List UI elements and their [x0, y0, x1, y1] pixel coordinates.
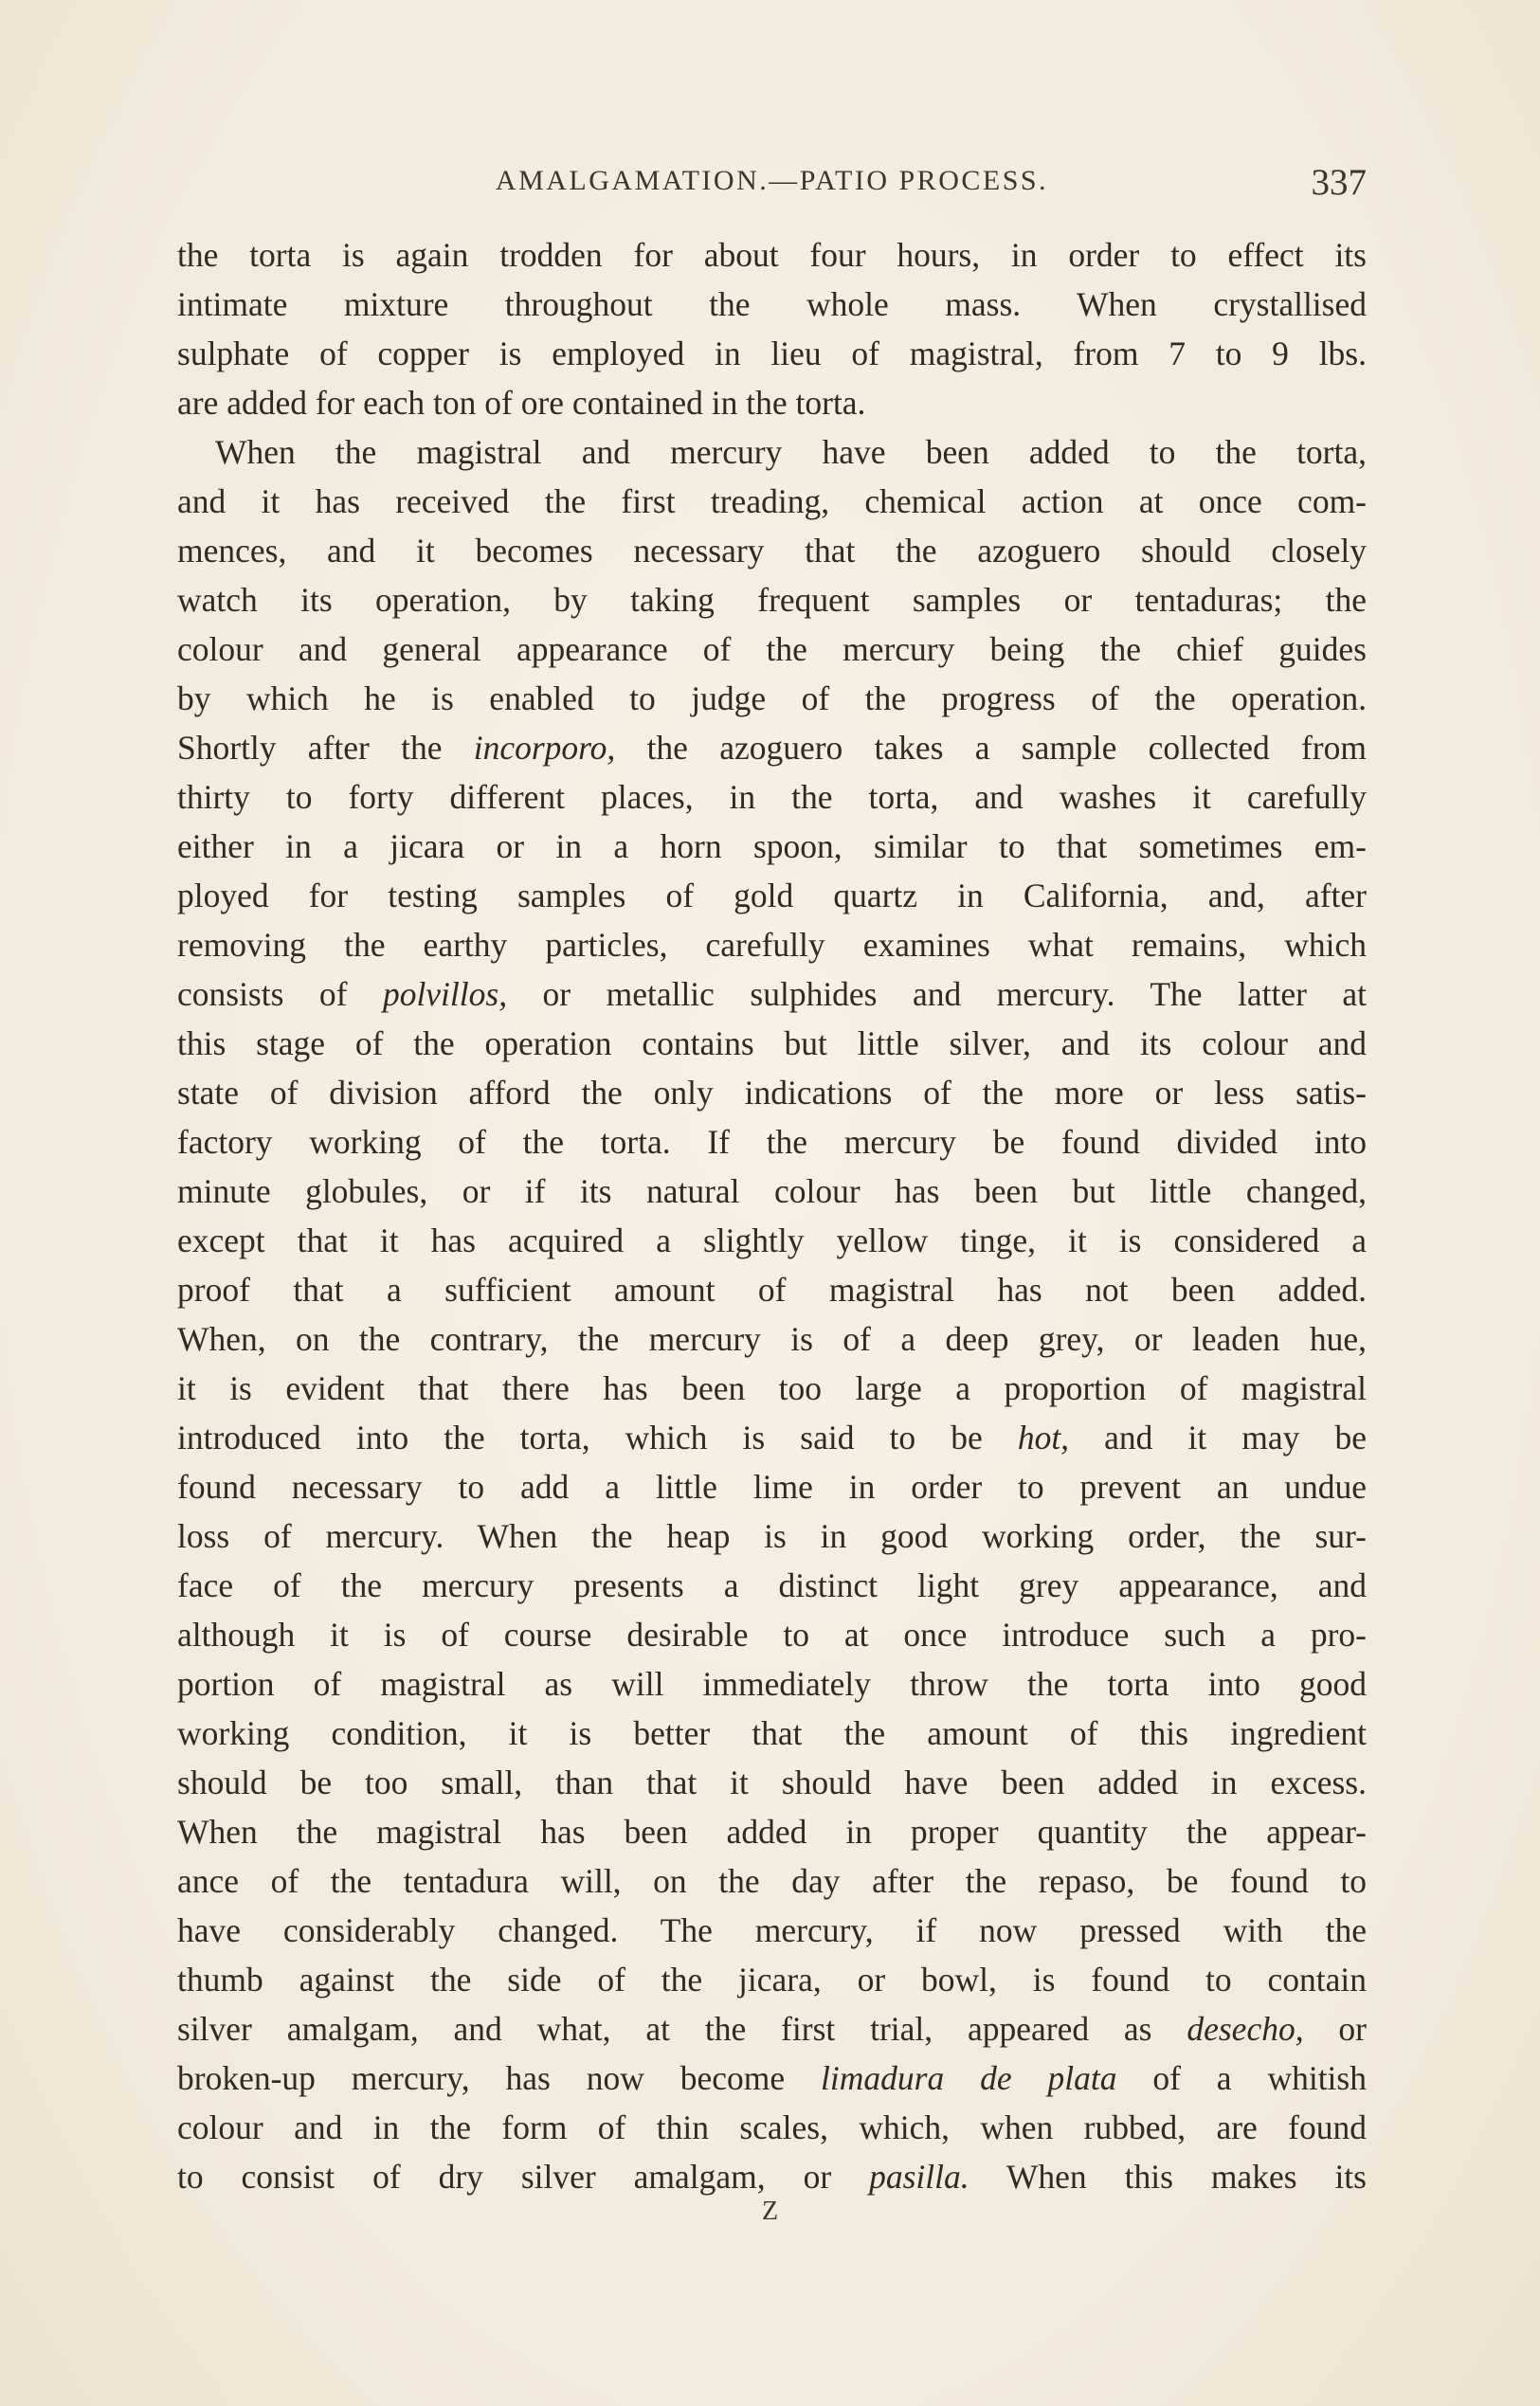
- text-line: should be too small, than that it should have been added in excess.: [177, 1764, 1367, 1801]
- text-line: factory working of the torta. If the mercury be found divided into: [177, 1123, 1367, 1161]
- text-line: mences, and it becomes necessary that the azoguero should closely: [177, 532, 1367, 570]
- text-line: face of the mercury presents a distinct light grey appearance, and: [177, 1566, 1367, 1604]
- signature-mark: Z: [761, 2197, 779, 2226]
- body-text: [177, 230, 1367, 2201]
- running-title: AMALGAMATION.—PATIO PROCESS.: [495, 165, 1049, 196]
- text-segment: and it may be: [1069, 1419, 1367, 1456]
- text-segment: the azoguero takes a sample collected from: [615, 729, 1367, 767]
- text-line: this stage of the operation contains but little silver, and its colour and: [177, 1024, 1367, 1062]
- text-segment: Shortly after the: [177, 729, 474, 767]
- text-line: [177, 723, 1367, 772]
- text-line: found necessary to add a little lime in order to prevent an undue: [177, 1468, 1367, 1506]
- text-line: [177, 2004, 1367, 2053]
- text-line: state of division afford the only indications of the more or less satis-: [177, 1074, 1367, 1112]
- text-line: and it has received the first treading, chemical action at once com-: [177, 482, 1367, 520]
- text-segment: silver amalgam, and what, at the first trial, appeared as: [177, 2010, 1187, 2048]
- text-line: removing the earthy particles, carefully examines what remains, which: [177, 926, 1367, 964]
- text-segment: introduced into the torta, which is said to be: [177, 1419, 1018, 1456]
- text-segment: When this makes its: [969, 2158, 1367, 2196]
- text-segment: of a whitish: [1116, 2059, 1367, 2097]
- text-line: thirty to forty different places, in the torta, and washes it carefully: [177, 778, 1367, 816]
- text-line: intimate mixture throughout the whole mass. When crystallised: [177, 285, 1367, 323]
- italic-term: polvillos,: [382, 975, 508, 1013]
- text-line: colour and in the form of thin scales, which, when rubbed, are found: [177, 2108, 1367, 2146]
- text-line: When the magistral has been added in proper quantity the appear-: [177, 1813, 1367, 1851]
- text-line: thumb against the side of the jicara, or bowl, is found to contain: [177, 1961, 1367, 1999]
- text-segment: or: [1303, 2010, 1367, 2048]
- text-line: ployed for testing samples of gold quartz in California, and, after: [177, 877, 1367, 914]
- running-head: [177, 161, 1367, 205]
- italic-term: hot,: [1017, 1419, 1070, 1456]
- text-line: [177, 969, 1367, 1019]
- text-line: except that it has acquired a slightly yellow tinge, it is considered a: [177, 1221, 1367, 1259]
- text-line: minute globules, or if its natural colour has been but little changed,: [177, 1172, 1367, 1210]
- text-line: by which he is enabled to judge of the progress of the operation.: [177, 679, 1367, 717]
- text-line: the torta is again trodden for about four hours, in order to effect its: [177, 236, 1367, 274]
- italic-term: pasilla.: [869, 2158, 969, 2196]
- paragraph-start-line: When the magistral and mercury have been added to the torta,: [215, 433, 1367, 471]
- text-line: portion of magistral as will immediately throw the torta into good: [177, 1665, 1367, 1703]
- text-line: have considerably changed. The mercury, if now pressed with the: [177, 1911, 1367, 1949]
- text-line: although it is of course desirable to at once introduce such a pro-: [177, 1616, 1367, 1654]
- text-line: loss of mercury. When the heap is in good working order, the sur-: [177, 1517, 1367, 1555]
- text-line: ance of the tentadura will, on the day after the repaso, be found to: [177, 1862, 1367, 1900]
- text-line: [177, 1413, 1367, 1462]
- text-line: [177, 2053, 1367, 2103]
- text-line: either in a jicara or in a horn spoon, similar to that sometimes em-: [177, 827, 1367, 865]
- text-line: working condition, it is better that the amount of this ingredient: [177, 1714, 1367, 1752]
- italic-term: limadura de plata: [821, 2059, 1117, 2097]
- text-segment: broken-up mercury, has now become: [177, 2059, 822, 2097]
- italic-term: desecho,: [1187, 2010, 1304, 2048]
- text-segment: to consist of dry silver amalgam, or: [177, 2158, 870, 2196]
- page-number: 337: [1311, 162, 1367, 203]
- text-line: proof that a sufficient amount of magistral has not been added.: [177, 1271, 1367, 1309]
- text-line: colour and general appearance of the mercury being the chief guides: [177, 630, 1367, 668]
- text-line: watch its operation, by taking frequent samples or tentaduras; the: [177, 581, 1367, 619]
- text-segment: or metallic sulphides and mercury. The latter at: [507, 975, 1367, 1013]
- text-segment: consists of: [177, 975, 383, 1013]
- text-line: sulphate of copper is employed in lieu of magistral, from 7 to 9 lbs.: [177, 335, 1367, 372]
- text-line: [177, 2152, 1367, 2201]
- text-line: When, on the contrary, the mercury is of a deep grey, or leaden hue,: [177, 1320, 1367, 1358]
- italic-term: incorporo,: [473, 729, 616, 767]
- text-line: are added for each ton of ore contained in the torta.: [177, 384, 866, 422]
- text-line: it is evident that there has been too large a proportion of magistral: [177, 1369, 1367, 1407]
